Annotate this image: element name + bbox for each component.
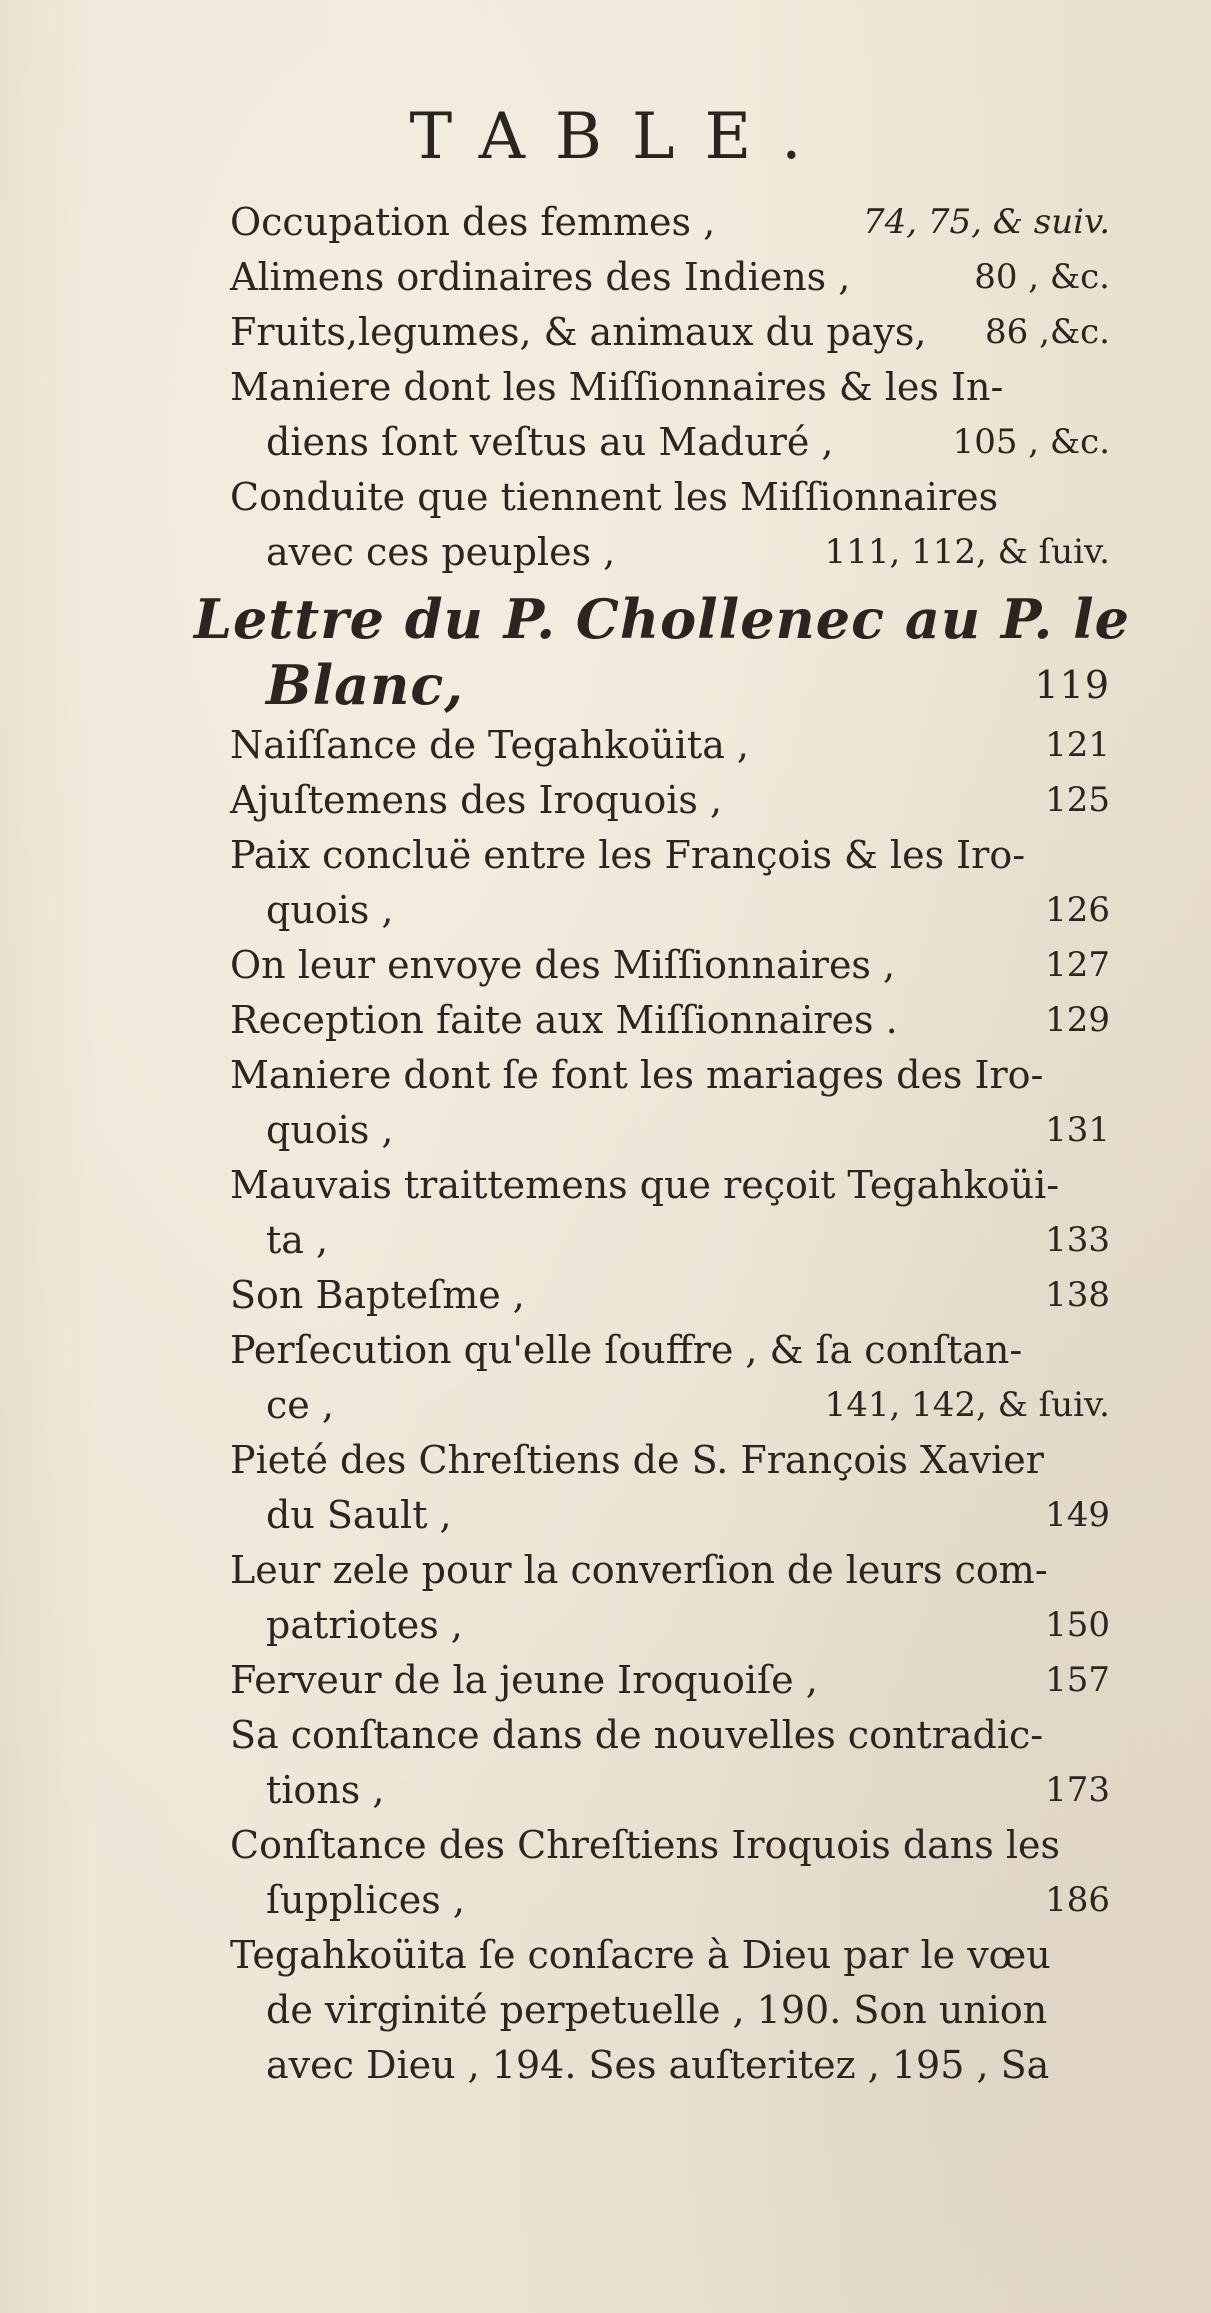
toc-entry-text: ta , [266,1218,329,1262]
toc-entry-text: Leur zele pour la converſion de leurs com- [230,1548,1048,1592]
table-of-contents [194,195,1131,2093]
toc-entry-page: 121 [1045,725,1110,765]
toc-entry-page: 105 , &c. [952,422,1110,462]
toc-entry-text: du Sault , [266,1493,452,1537]
page-header-title: TABLE. [409,100,832,174]
toc-entry-text: Conſtance des Chreſtiens Iroquois dans les [230,1823,1061,1867]
toc-entry [230,1323,1110,1433]
toc-entry-text: Perſecution qu'elle ſouffre , & ſa conſtan- [230,1328,1023,1372]
toc-entry-text: quois , [266,1108,394,1152]
letter-heading-line2: Blanc, [266,653,465,717]
toc-entry [230,1158,1110,1268]
toc-entry-text: Conduite que tiennent les Miſſionnaires [230,475,999,519]
toc-entry [230,195,1110,250]
toc-entry [230,1653,1110,1708]
toc-entry-page: 125 [1045,780,1110,820]
toc-entry [230,305,1110,360]
toc-entry [230,360,1110,470]
toc-entry-text: Fruits,legumes, & animaux du pays, [230,310,927,354]
toc-entry-text: tions , [266,1768,385,1812]
toc-entry-page: 111, 112, & ſuiv. [824,532,1110,572]
toc-entry-text: patriotes , [266,1603,463,1647]
toc-entry-text: ſupplices , [266,1878,465,1922]
toc-entry-page: 186 [1045,1880,1110,1920]
toc-entry-text: diens ſont veſtus au Maduré , [266,420,834,464]
toc-entry-text: Paix concluë entre les François & les Iro- [230,833,1026,877]
toc-entry-text: avec Dieu , 194. Ses auſteritez , 195 , Sa [266,2043,1050,2087]
toc-entry-text: Sa conſtance dans de nouvelles contradic- [230,1713,1044,1757]
toc-entry-text: Pieté des Chreſtiens de S. François Xavier [230,1438,1044,1482]
toc-entry [230,828,1110,938]
toc-entry-page: 173 [1045,1770,1110,1810]
toc-entry [230,993,1110,1048]
toc-entry-page: 74, 75, & suiv. [862,202,1110,242]
toc-entry-page: 86 ,&c. [985,312,1110,352]
toc-entry-text: Ajuſtemens des Iroquois , [230,778,723,822]
toc-entry-text: Son Bapteſme , [230,1273,525,1317]
toc-entry [230,1433,1110,1543]
toc-entry-text: Ferveur de la jeune Iroquoiſe , [230,1658,818,1702]
toc-entry-text: avec ces peuples , [266,530,616,574]
toc-entry [230,1048,1110,1158]
toc-entry [230,773,1110,828]
toc-entry-text: quois , [266,888,394,932]
toc-entry [230,1708,1110,1818]
toc-entry-text: On leur envoye des Miſſionnaires , [230,943,896,987]
toc-entry-text: ce , [266,1383,334,1427]
toc-entry [230,718,1110,773]
toc-entry [230,1543,1110,1653]
letter-heading-page: 119 [1034,663,1110,707]
toc-entry-page: 80 , &c. [974,257,1110,297]
toc-entry-page: 157 [1045,1660,1110,1700]
toc-entry [230,250,1110,305]
toc-entry-page: 150 [1045,1605,1110,1645]
toc-entry-page: 129 [1045,1000,1110,1040]
toc-entry-text: de virginité perpetuelle , 190. Son union [266,1988,1048,2032]
toc-entry-text: Maniere dont les Miſſionnaires & les In- [230,365,1004,409]
toc-entry-page: 141, 142, & ſuiv. [824,1385,1110,1425]
toc-entry-text: Alimens ordinaires des Indiens , [230,255,851,299]
toc-entry [230,1928,1110,2093]
toc-entry [230,938,1110,993]
toc-entry-page: 149 [1045,1495,1110,1535]
toc-entry-page: 126 [1045,890,1110,930]
toc-entry-page: 127 [1045,945,1110,985]
toc-entry-page: 131 [1045,1110,1110,1150]
toc-entry [230,470,1110,580]
toc-entry-text: Mauvais traittemens que reçoit Tegahkoüi- [230,1163,1060,1207]
toc-entry-text: Maniere dont ſe font les mariages des Iro- [230,1053,1044,1097]
toc-entry-page: 133 [1045,1220,1110,1260]
toc-entry [230,1268,1110,1323]
toc-entry-page: 138 [1045,1275,1110,1315]
toc-entry-text: Reception faite aux Miſſionnaires . [230,998,898,1042]
toc-entry-text: Tegahkoüita ſe conſacre à Dieu par le vœu [230,1933,1051,1977]
toc-entry-text: Occupation des femmes , [230,200,716,244]
letter-heading-line1: Lettre du P. Chollenec au P. le [194,587,1131,651]
toc-entry [230,1818,1110,1928]
letter-heading [194,586,1131,718]
toc-entry-text: Naiſſance de Tegahkoüita , [230,723,750,767]
